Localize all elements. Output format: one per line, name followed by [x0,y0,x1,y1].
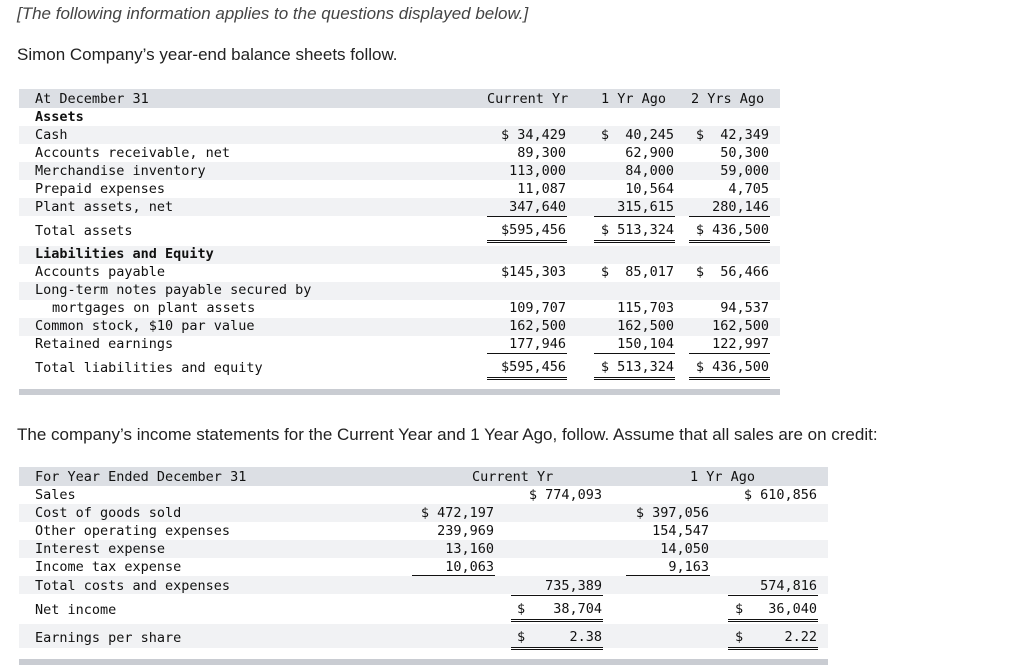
cell-2yr: 50,300 [720,145,769,161]
cell-1yr: 62,900 [625,145,674,161]
cell-2yr: $ 56,466 [695,264,769,280]
cell-current: 347,640 [509,199,566,215]
subtotal-rule [594,353,675,354]
row-label: Total assets [35,223,133,239]
subtotal-rule [511,595,603,596]
currency-sign: $ [517,629,526,645]
cell-1yr: $ 513,324 [600,222,674,238]
cell-1yr: 14,050 [660,541,709,557]
cell-1yr: $ 40,245 [600,127,674,143]
cell-current: 239,969 [437,523,494,539]
total-double-rule [487,240,567,243]
intro-note: [The following information applies to the questions displayed below.] [17,4,529,23]
row-label: Plant assets, net [35,199,174,215]
cell-current: 162,500 [509,318,566,334]
total-double-rule [594,240,675,243]
liabilities-title: Liabilities and Equity [35,246,214,262]
cell-1yr: 9,163 [668,559,709,575]
col-1yr: 1 Yr Ago [601,91,667,107]
cell-1yr: 162,500 [617,318,674,334]
total-double-rule [689,377,770,380]
row-label: Other operating expenses [35,523,231,539]
row-label-cont: mortgages on plant assets [52,300,256,316]
row-label: Accounts receivable, net [35,145,231,161]
cell-1yr: $ 85,017 [600,264,674,280]
cell-current: 89,300 [517,145,566,161]
cell-2yr: 4,705 [728,181,769,197]
cell-1yr: 2.22 [784,629,817,645]
subtotal-rule [626,575,710,576]
is-heading: For Year Ended December 31 [35,469,247,485]
col-current: Current Yr [487,91,569,107]
cell-current: $ 34,429 [500,127,566,143]
cell-current: 13,160 [445,541,494,557]
row-label: Cost of goods sold [35,505,182,521]
cell-2yr: $ 436,500 [695,222,769,238]
col-1yr: 1 Yr Ago [690,469,756,485]
row-label: Income tax expense [35,559,182,575]
col-current: Current Yr [472,469,554,485]
currency-sign: $ [517,601,526,617]
cell-1yr: 84,000 [625,163,674,179]
subtotal-rule [689,216,770,217]
currency-sign: $ [735,601,744,617]
balance-sheet-lead: Simon Company’s year-end balance sheets follow. [17,45,398,64]
cell-current: $595,456 [500,359,566,375]
total-double-rule [511,619,603,622]
subtotal-rule [689,353,770,354]
cell-2yr: $ 436,500 [695,359,769,375]
subtotal-rule [487,216,567,217]
cell-current: 38,704 [553,601,602,617]
cell-current: 177,946 [509,336,566,352]
row-label: Net income [35,602,117,618]
total-double-rule [487,377,567,380]
cell-1yr: $ 610,856 [743,487,817,503]
cell-current: $145,303 [500,264,566,280]
cell-2yr: $ 42,349 [695,127,769,143]
subtotal-rule [412,575,495,576]
total-double-rule [689,240,770,243]
subtotal-rule [487,353,567,354]
cell-1yr: 574,816 [760,578,817,594]
total-double-rule [594,377,675,380]
currency-sign: $ [735,629,744,645]
cell-1yr: 154,547 [652,523,709,539]
cell-1yr: $ 513,324 [600,359,674,375]
row-label: Total liabilities and equity [35,360,263,376]
subtotal-rule [728,595,818,596]
row-label: Accounts payable [35,264,166,280]
cell-current: 113,000 [509,163,566,179]
cell-2yr: 59,000 [720,163,769,179]
row-label: Long-term notes payable secured by [35,282,312,298]
row-label: Sales [35,487,76,503]
cell-current: 2.38 [569,629,602,645]
cell-1yr: 36,040 [768,601,817,617]
subtotal-rule [594,216,675,217]
row-label: Cash [35,127,68,143]
cell-current: 109,707 [509,300,566,316]
cell-1yr: 150,104 [617,336,674,352]
cell-1yr: 10,564 [625,181,674,197]
cell-2yr: 94,537 [720,300,769,316]
cell-1yr: 115,703 [617,300,674,316]
col-2yr: 2 Yrs Ago [691,91,765,107]
row-label: Total costs and expenses [35,578,231,594]
income-statement-lead: The company’s income statements for the Current Year and 1 Year Ago, follow. Assume that all sales are on credit: [17,425,878,444]
table-bottom-bar [19,659,828,665]
row-label: Retained earnings [35,336,174,352]
cell-2yr: 162,500 [712,318,769,334]
row-label: Prepaid expenses [35,181,166,197]
cell-1yr: 315,615 [617,199,674,215]
cell-2yr: 122,997 [712,336,769,352]
cell-current: 11,087 [517,181,566,197]
bs-heading: At December 31 [35,91,149,107]
row-label: Interest expense [35,541,166,557]
table-bottom-bar [19,389,780,395]
total-double-rule [728,647,818,650]
row-label: Earnings per share [35,630,182,646]
assets-title: Assets [35,109,84,125]
cell-current: 10,063 [445,559,494,575]
total-double-rule [728,619,818,622]
cell-current: $ 472,197 [420,505,494,521]
cell-2yr: 280,146 [712,199,769,215]
cell-current: $ 774,093 [528,487,602,503]
total-double-rule [511,647,603,650]
cell-current: $595,456 [500,222,566,238]
cell-current: 735,389 [545,578,602,594]
cell-1yr: $ 397,056 [635,505,709,521]
row-label: Merchandise inventory [35,163,206,179]
row-label: Common stock, $10 par value [35,318,255,334]
